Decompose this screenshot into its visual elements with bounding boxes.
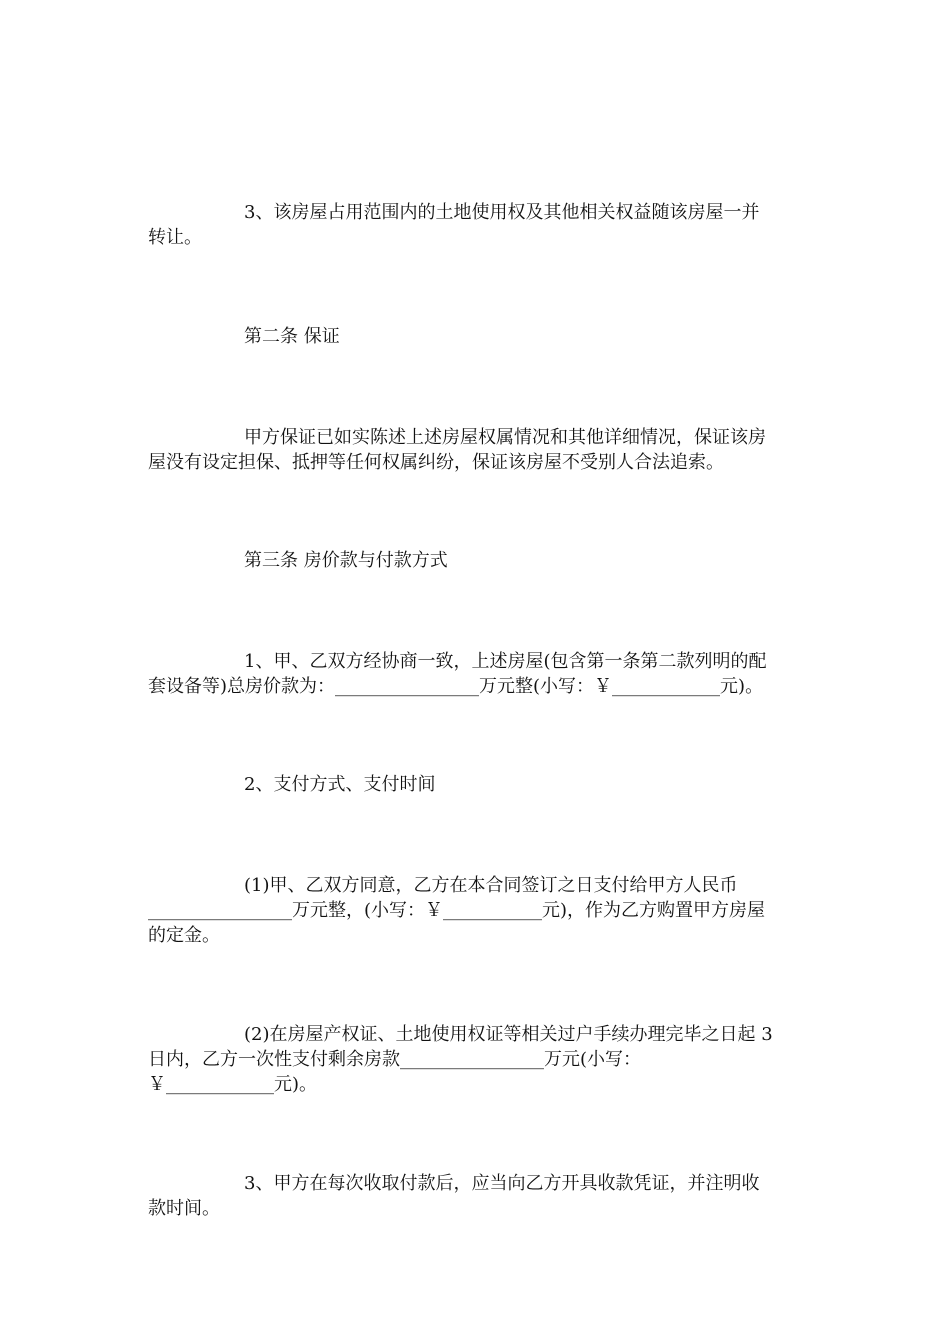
text-line: 屋没有设定担保、抵押等任何权属纠纷，保证该房屋不受别人合法追索。	[148, 452, 724, 473]
paragraph-total-price	[148, 649, 818, 699]
paragraph-land-use-rights	[148, 200, 818, 250]
heading-payment-method: 2、支付方式、支付时间	[244, 774, 436, 795]
text-line: 套设备等)总房价款为：________________万元整(小写：￥____________元)。	[148, 676, 764, 697]
text-line: (1)甲、乙双方同意，乙方在本合同签订之日支付给甲方人民币	[244, 875, 738, 896]
paragraph-deposit	[148, 873, 818, 948]
text-line: 转让。	[148, 227, 202, 248]
text-line: (2)在房屋产权证、土地使用权证等相关过户手续办理完毕之日起 3	[244, 1024, 773, 1045]
heading-article-three: 第三条 房价款与付款方式	[244, 550, 448, 571]
text-line: 3、该房屋占用范围内的土地使用权及其他相关权益随该房屋一并	[244, 202, 760, 223]
text-line: ________________万元整，(小写：￥___________元)，作为乙方购置甲方房屋	[148, 900, 766, 921]
paragraph-guarantee	[148, 425, 818, 475]
text-line: 3、甲方在每次收取付款后，应当向乙方开具收款凭证，并注明收	[244, 1173, 760, 1194]
text-line: 甲方保证已如实陈述上述房屋权属情况和其他详细情况，保证该房	[244, 427, 766, 448]
paragraph-receipt	[148, 1171, 818, 1221]
text-line: ￥____________元)。	[148, 1074, 318, 1095]
text-line: 1、甲、乙双方经协商一致，上述房屋(包含第一条第二款列明的配	[244, 651, 767, 672]
paragraph-remaining-payment	[148, 1022, 818, 1097]
text-line: 款时间。	[148, 1198, 220, 1219]
text-line: 日内，乙方一次性支付剩余房款________________万元(小写：	[148, 1049, 642, 1070]
text-line: 的定金。	[148, 925, 220, 946]
heading-article-two: 第二条 保证	[244, 326, 340, 347]
